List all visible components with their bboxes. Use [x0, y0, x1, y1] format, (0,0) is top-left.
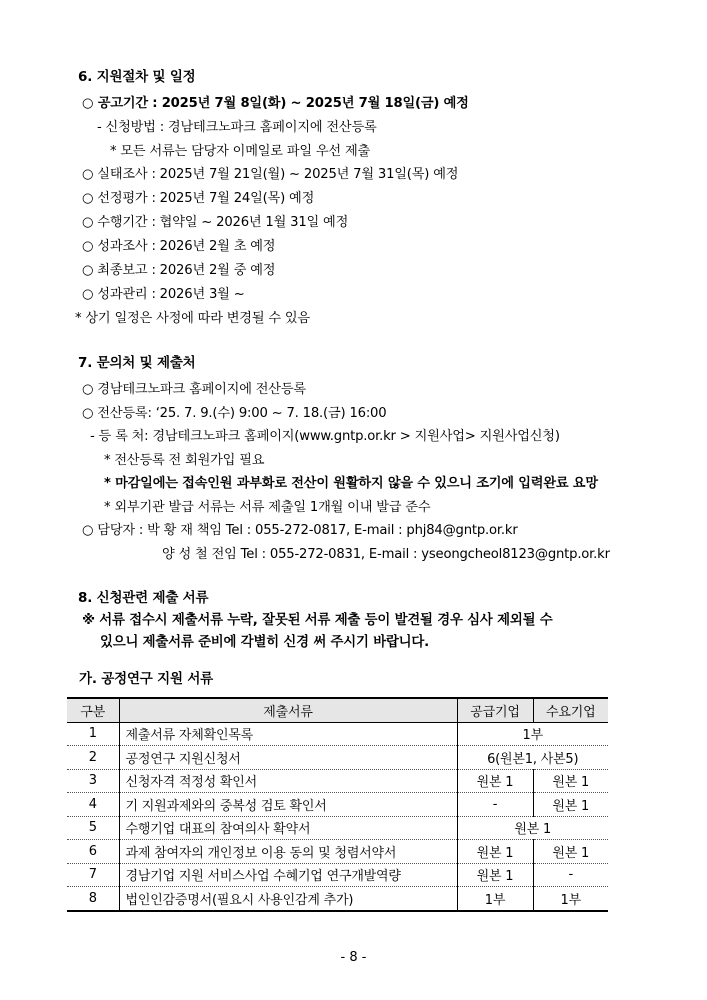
row-number: 8 — [67, 887, 119, 911]
selection-schedule: ○ 선정평가 : 2025년 7월 24일(목) 예정 — [82, 191, 315, 206]
table-row — [67, 722, 608, 746]
performance-survey-schedule: ○ 성과조사 : 2026년 2월 초 예정 — [82, 239, 276, 254]
page-number: - 8 - — [340, 950, 367, 965]
row-supply: - — [457, 793, 533, 817]
table-row — [67, 793, 608, 817]
row-combined: 원본 1 — [457, 816, 608, 840]
signup-note: * 전산등록 전 회원가입 필요 — [104, 453, 265, 468]
row-number: 4 — [67, 793, 119, 817]
row-number: 2 — [67, 746, 119, 770]
row-combined: 6(원본1, 사본5) — [457, 746, 608, 770]
row-demand: 원본 1 — [533, 793, 608, 817]
row-document: 기 지원과제와의 중복성 검토 확인서 — [119, 793, 457, 817]
documents-table — [67, 697, 608, 912]
row-supply: 원본 1 — [457, 840, 533, 864]
schedule-change-note: * 상기 일정은 사정에 따라 변경될 수 있음 — [75, 311, 310, 326]
warning-line-2: 있으니 제출서류 준비에 각별히 신경 써 주시기 바랍니다. — [100, 635, 430, 650]
register-line: ○ 경남테크노파크 홈페이지에 전산등록 — [82, 382, 306, 397]
row-demand: 1부 — [533, 887, 608, 911]
header-supply-company: 공급기업 — [457, 698, 533, 722]
row-supply: 1부 — [457, 887, 533, 911]
contact-line-1: ○ 담당자 : 박 황 재 책임 Tel : 055-272-0817, E-mail : phj84@gntp.or.kr — [82, 523, 518, 538]
notice-period: ○ 공고기간 : 2025년 7월 8일(화) ~ 2025년 7월 18일(금) 예정 — [82, 96, 469, 111]
table-subtitle: 가. 공정연구 지원 서류 — [79, 671, 213, 687]
row-demand: 원본 1 — [533, 840, 608, 864]
execution-schedule: ○ 수행기간 : 협약일 ~ 2026년 1월 31일 예정 — [82, 215, 349, 230]
table-row — [67, 816, 608, 840]
register-where: - 등 록 처: 경남테크노파크 홈페이지(www.gntp.or.kr > 지원사업> 지원사업신청) — [90, 429, 560, 444]
warning-line-1: ※ 서류 접수시 제출서류 누락, 잘못된 서류 제출 등이 발견될 경우 심사 제외될 수 — [82, 613, 553, 628]
row-number: 1 — [67, 722, 119, 746]
row-number: 6 — [67, 840, 119, 864]
row-demand: - — [533, 863, 608, 887]
row-document: 법인인감증명서(필요시 사용인감계 추가) — [119, 887, 457, 911]
row-document: 경남기업 지원 서비스사업 수혜기업 연구개발역량 — [119, 863, 457, 887]
inspection-schedule: ○ 실태조사 : 2025년 7월 21일(월) ~ 2025년 7월 31일(목) 예정 — [82, 167, 459, 182]
deadline-note: * 마감일에는 접속인원 과부화로 전산이 원활하지 않을 수 있으니 조기에 입력완료 요망 — [104, 476, 598, 491]
table-row — [67, 840, 608, 864]
row-document: 과제 참여자의 개인정보 이용 동의 및 청렴서약서 — [119, 840, 457, 864]
email-note: * 모든 서류는 담당자 이메일로 파일 우선 제출 — [110, 144, 371, 159]
table-header-row — [67, 698, 608, 722]
row-number: 5 — [67, 816, 119, 840]
row-document: 신청자격 적정성 확인서 — [119, 769, 457, 793]
row-number: 7 — [67, 863, 119, 887]
row-document: 수행기업 대표의 참여의사 확약서 — [119, 816, 457, 840]
section7-title: 7. 문의처 및 제출처 — [78, 355, 196, 371]
row-supply: 원본 1 — [457, 863, 533, 887]
row-supply: 원본 1 — [457, 769, 533, 793]
external-docs-note: * 외부기관 발급 서류는 서류 제출일 1개월 이내 발급 준수 — [104, 500, 431, 515]
section6-title: 6. 지원절차 및 일정 — [78, 69, 196, 85]
final-report-schedule: ○ 최종보고 : 2026년 2월 중 예정 — [82, 263, 276, 278]
performance-mgmt-schedule: ○ 성과관리 : 2026년 3월 ~ — [82, 287, 245, 302]
row-number: 3 — [67, 769, 119, 793]
header-demand-company: 수요기업 — [533, 698, 608, 722]
row-demand: 원본 1 — [533, 769, 608, 793]
row-document: 제출서류 자체확인목록 — [119, 722, 457, 746]
contact-line-2: 양 성 철 전임 Tel : 055-272-0831, E-mail : yseongcheol8123@gntp.or.kr — [162, 547, 610, 562]
header-category: 구분 — [67, 698, 119, 722]
table-row — [67, 769, 608, 793]
section8-title: 8. 신청관련 제출 서류 — [78, 590, 209, 606]
header-document: 제출서류 — [119, 698, 457, 722]
table-row — [67, 863, 608, 887]
row-document: 공정연구 지원신청서 — [119, 746, 457, 770]
table-row — [67, 746, 608, 770]
apply-method: - 신청방법 : 경남테크노파크 홈페이지에 전산등록 — [97, 120, 377, 135]
register-period: ○ 전산등록: ‘25. 7. 9.(수) 9:00 ~ 7. 18.(금) 16:00 — [82, 406, 387, 421]
row-combined: 1부 — [457, 722, 608, 746]
table-row — [67, 887, 608, 911]
